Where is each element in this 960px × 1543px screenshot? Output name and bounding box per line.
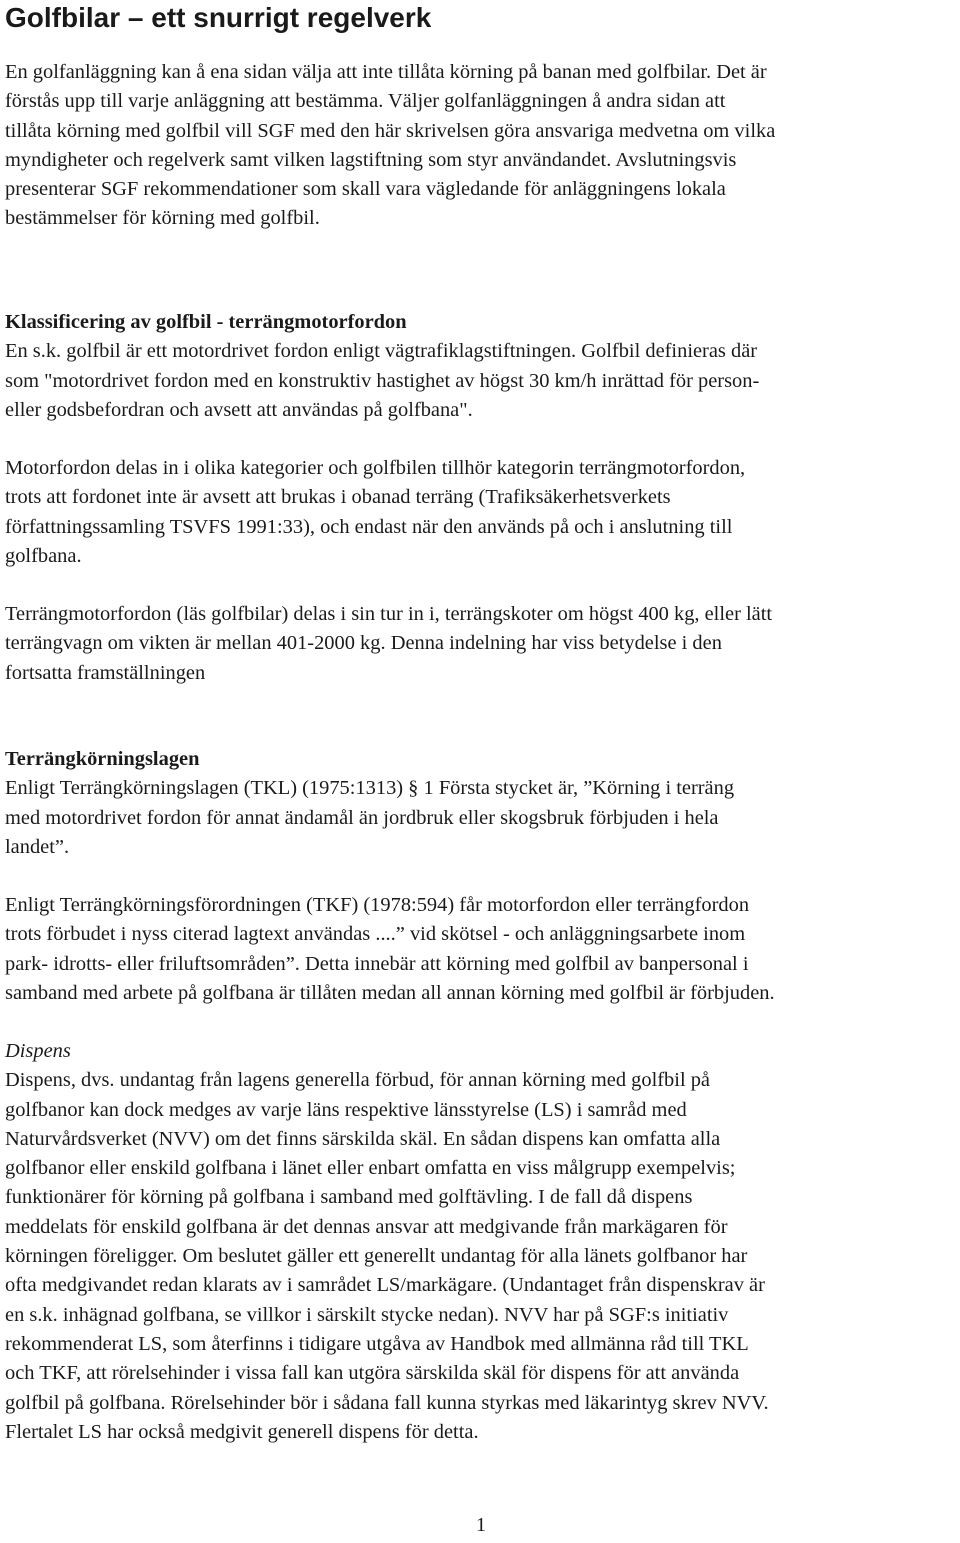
text-line: golfbanor eller enskild golfbana i länet eller enbart omfatta en viss målgrupp exempelvis; [5, 1157, 736, 1180]
text-line: samband med arbete på golfbana är tillåten medan all annan körning med golfbil är förbjuden. [5, 981, 775, 1004]
text-line: Enligt Terrängkörningsförordningen (TKF) (1978:594) får motorfordon eller terrängfordon [5, 894, 750, 916]
text-line: terrängvagn om vikten är mellan 401-2000 kg. Denna indelning har viss betydelse i den [5, 632, 722, 655]
section-heading: Klassificering av golfbil - terrängmotorfordon [5, 311, 407, 333]
page-number: 1 [476, 1514, 486, 1536]
text-line: myndigheter och regelverk samt vilken lagstiftning som styr användandet. Avslutningsvis [5, 148, 737, 171]
text-line: eller godsbefordran och avsett att användas på golfbana". [5, 398, 473, 421]
text-line: som "motordrivet fordon med en konstruktiv hastighet av högst 30 km/h inrättad för person- [5, 369, 760, 392]
terrangmotorfordon-paragraph [5, 600, 958, 688]
intro-paragraph [5, 58, 958, 234]
text-line: trots förbudet i nyss citerad lagtext användas ....” vid skötsel - och anläggningsarbete inom [5, 923, 746, 946]
text-line: fortsatta framställningen [5, 661, 206, 684]
text-line: landet”. [5, 835, 70, 858]
text-line: golfbana. [5, 544, 82, 567]
text-line: förstås upp till varje anläggning att bestämma. Väljer golfanläggningen å andra sidan att [5, 90, 726, 113]
dispens-section [5, 1037, 958, 1447]
text-line: en s.k. inhägnad golfbana, se villkor i särskilt stycke nedan). NVV har på SGF:s initiativ [5, 1303, 729, 1326]
motorfordon-paragraph [5, 454, 958, 571]
text-line: Naturvårdsverket (NVV) om det finns särskilda skäl. En sådan dispens kan omfatta alla [5, 1127, 721, 1150]
section-heading: Dispens [5, 1040, 71, 1062]
text-line: Dispens, dvs. undantag från lagens generella förbud, för annan körning med golfbil på [5, 1069, 711, 1092]
text-line: ofta medgivandet redan klarats av i samrådet LS/markägare. (Undantaget från dispenskrav är [5, 1274, 765, 1297]
document-title: Golfbilar – ett snurrigt regelverk [5, 2, 432, 33]
text-line: och TKF, att rörelsehinder i vissa fall kan utgöra särskilda skäl för dispens för att använda [5, 1362, 740, 1385]
klassificering-section [5, 308, 958, 425]
text-line: park- idrotts- eller friluftsområden”. Detta innebär att körning med golfbil av banpersonal i [5, 952, 749, 975]
text-line: med motordrivet fordon för annat ändamål än jordbruk eller skogsbruk förbjuden i hela [5, 806, 719, 829]
text-line: funktionärer för körning på golfbana i samband med golftävling. I de fall då dispens [5, 1186, 693, 1209]
text-line: trots att fordonet inte är avsett att brukas i obanad terräng (Trafiksäkerhetsverkets [5, 486, 671, 509]
text-line: Flertalet LS har också medgivit generell dispens för detta. [5, 1420, 479, 1443]
text-line: presenterar SGF rekommendationer som skall vara vägledande för anläggningens lokala [5, 178, 726, 201]
text-line: Motorfordon delas in i olika kategorier och golfbilen tillhör kategorin terrängmotorfordon, [5, 457, 746, 479]
text-line: Enligt Terrängkörningslagen (TKL) (1975:1313) § 1 Första stycket är, ”Körning i terräng [5, 777, 735, 800]
text-line: författningssamling TSVFS 1991:33), och endast när den används på och i anslutning till [5, 515, 733, 538]
text-line: rekommenderat LS, som återfinns i tidigare utgåva av Handbok med allmänna råd till TKL [5, 1332, 749, 1355]
text-line: En golfanläggning kan å ena sidan välja att inte tillåta körning på banan med golfbilar. Det är [5, 61, 767, 83]
text-line: tillåta körning med golfbil vill SGF med den här skrivelsen göra ansvariga medvetna om vilka [5, 119, 776, 142]
text-line: Terrängmotorfordon (läs golfbilar) delas i sin tur in i, terrängskoter om högst 400 kg, eller lätt [5, 603, 773, 625]
text-line: körningen föreligger. Om beslutet gäller ett generellt undantag för alla länets golfbanor har [5, 1245, 748, 1268]
tkf-paragraph [5, 891, 958, 1008]
section-heading: Terrängkörningslagen [5, 748, 200, 770]
text-line: golfbil på golfbana. Rörelsehinder bör i sådana fall kunna styrkas med läkarintyg skrev NVV. [5, 1391, 769, 1414]
text-line: En s.k. golfbil är ett motordrivet fordon enligt vägtrafiklagstiftningen. Golfbil definieras där [5, 340, 758, 363]
text-line: golfbanor kan dock medges av varje läns respektive länsstyrelse (LS) i samråd med [5, 1098, 687, 1121]
text-line: bestämmelser för körning med golfbil. [5, 207, 320, 230]
tkl-section [5, 745, 958, 862]
text-line: meddelats för enskild golfbana är det dennas ansvar att medgivande från markägaren för [5, 1215, 728, 1238]
